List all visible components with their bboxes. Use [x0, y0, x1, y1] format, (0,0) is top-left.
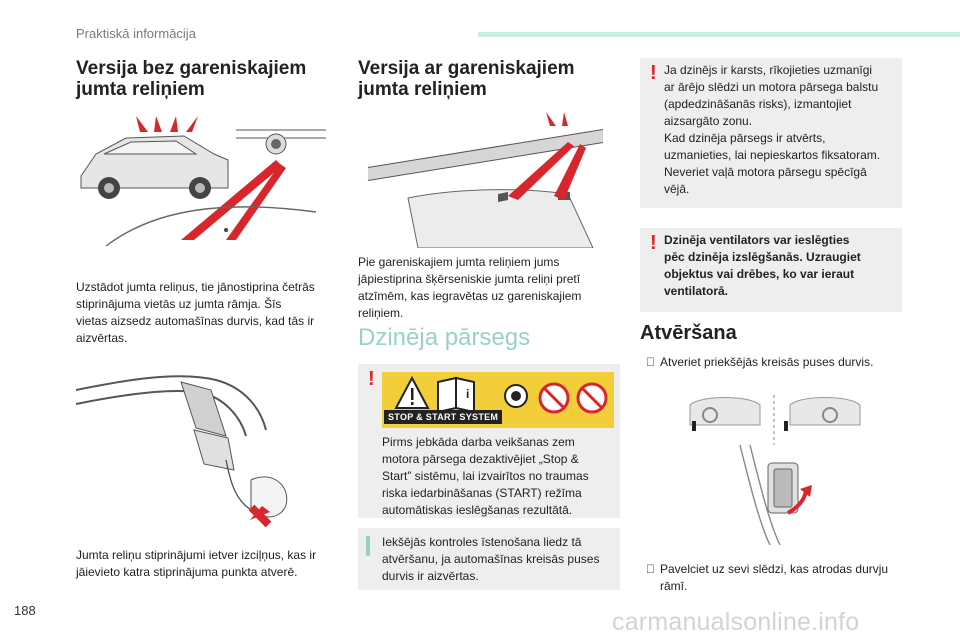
col2-paragraph-1: Pie gareniskajiem jumta reliņiem jums jāpiestiprina šķērseniskie jumta reliņi pretī atzīmēm, kas iegravētas uz gareniskajiem reliņiem. [358, 255, 582, 320]
col1-paragraph-1: Uzstādot jumta reliņus, tie jānostiprina četrās stiprinājuma vietās uz jumta rāmja. Šīs vietas aizsedz automašīnas durvis, kad tās ir aizvērtas. [76, 280, 315, 345]
roof-bar-foot-illustration [76, 360, 326, 530]
longitudinal-rails-illustration [358, 108, 608, 248]
warning-exclamation-icon: ! [368, 368, 375, 390]
stop-start-warning-text: Pirms jebkāda darba veikšanas zem motora pārsega dezaktivējiet „Stop & Start” sistēmu, lai izvairītos no traumas riska iedarbināšanas (START) režīma automātiskas ieslēgšanas rezultātā. [382, 435, 589, 517]
step-2: Pavelciet uz sevi slēdzi, kas atrodas durvju rāmī. [646, 561, 906, 595]
step-2-bullet [646, 561, 660, 578]
warning-exclamation-icon: ! [650, 232, 657, 254]
hood-section-title: Dzinēja pārsegs [358, 324, 531, 351]
col1-paragraph-2: Jumta reliņu stiprinājumi ietver izciļņus, kas ir jāievieto katra stiprinājuma punkta atverē. [76, 548, 317, 579]
step-1-bullet [646, 354, 660, 371]
page-number: 188 [14, 603, 36, 618]
hot-engine-warning-text: Ja dzinējs ir karsts, rīkojieties uzmanīgi ar ārējo slēdzi un motora pārsega balstu (apdedzināšanās risks), izmantojiet aizsargāto zonu. Kad dzinēja pārsegs ir atvērts, uzmanieties, lai nepieskartos fiksatoram. Neveriet vaļā motora pārsegu spēcīgā vējā. [664, 63, 881, 196]
internal-control-info-text: Iekšējās kontroles īstenošana liedz tā atvēršanu, ja automašīnas kreisās puses durvis ir aizvērtas. [382, 535, 600, 583]
header-section-title: Praktiskā informācija [76, 26, 196, 41]
fan-warning-text: Dzinēja ventilators var ieslēgties pēc dzinēja izslēgšanās. Uzraugiet objektus vai drēbes, ko var ieraut ventilatorā. [664, 233, 861, 298]
step-1: Atveriet priekšējās kreisās puses durvis. [646, 354, 906, 371]
hood-release-illustration [680, 385, 880, 545]
col2-title: Versija ar gareniskajiem jumta reliņiem [358, 58, 575, 100]
svg-text:i: i [466, 387, 470, 401]
watermark: carmanualsonline.info [612, 608, 860, 636]
stop-start-pictogram-panel [382, 372, 614, 428]
internal-control-info-box [358, 528, 620, 590]
col1-title: Versija bez gareniskajiem jumta reliņiem [76, 58, 307, 100]
stop-start-warning-box [358, 364, 620, 518]
stop-start-system-label: STOP & START SYSTEM [384, 410, 502, 424]
warning-exclamation-icon: ! [650, 62, 657, 84]
roof-mount-illustration [76, 108, 326, 248]
opening-section-title: Atvēršana [640, 322, 737, 344]
hot-engine-warning-box [640, 58, 902, 208]
fan-warning-box [640, 228, 902, 312]
info-icon [366, 536, 370, 556]
header-accent-bar [478, 32, 960, 37]
